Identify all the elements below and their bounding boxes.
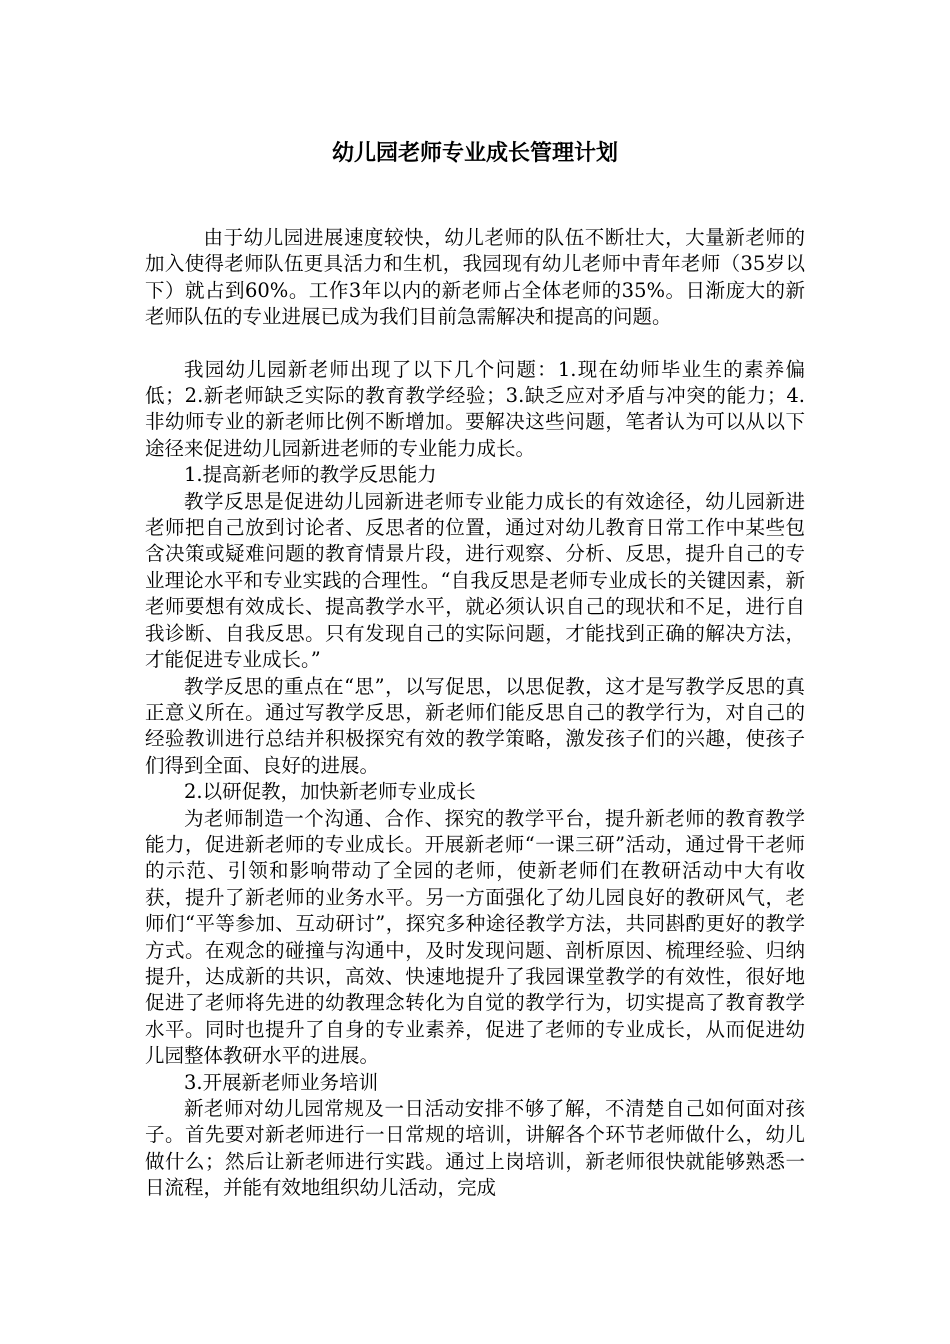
- paragraph-research: 为老师制造一个沟通、合作、探究的教学平台，提升新老师的教育教学能力，促进新老师的专业成长。开展新老师“一课三研”活动，通过骨干老师的示范、引领和影响带动了全园的老师，使新老师们在教研活动中大有收获，提升了新老师的业务水平。另一方面强化了幼儿园良好的教研风气，老师们“平等参加、互动研讨”，探究多种途径教学方法，共同斟酌更好的教学方式。在观念的碰撞与沟通中，及时发现问题、剖析原因、梳理经验、归纳提升，达成新的共识，高效、快速地提升了我园课堂教学的有效性，很好地促进了老师将先进的幼教理念转化为自觉的教学行为，切实提高了教育教学水平。同时也提升了自身的专业素养，促进了老师的专业成长，从而促进幼儿园整体教研水平的进展。: [145, 806, 805, 1068]
- paragraph-reflection-focus: 教学反思的重点在“思”，以写促思，以思促教，这才是写教学反思的真正意义所在。通过写教学反思，新老师们能反思自己的教学行为，对自己的经验教训进行总结并积极探究有效的教学策略，激发孩子们的兴趣，使孩子们得到全面、良好的进展。: [145, 674, 805, 777]
- document-title: 幼儿园老师专业成长管理计划: [331, 140, 618, 166]
- section-heading-3: 3.开展新老师业务培训: [184, 1070, 379, 1094]
- document-body: [145, 225, 805, 1202]
- section-heading-2: 2.以研促教，加快新老师专业成长: [184, 780, 476, 804]
- paragraph-problems: 我园幼儿园新老师出现了以下几个问题：1.现在幼师毕业生的素养偏低；2.新老师缺乏实际的教育教学经验；3.缺乏应对矛盾与冲突的能力；4.非幼师专业的新老师比例不断增加。要解决这些问题，笔者认为可以从以下途径来促进幼儿园新进老师的专业能力成长。: [145, 357, 805, 460]
- paragraph-intro: 由于幼儿园进展速度较快，幼儿老师的队伍不断壮大，大量新老师的加入使得老师队伍更具活力和生机，我园现有幼儿老师中青年老师（35岁以下）就占到60%。工作3年以内的新老师占全体老师的35%。日渐庞大的新老师队伍的专业进展已成为我们目前急需解决和提高的问题。: [145, 226, 805, 329]
- paragraph-reflection: 教学反思是促进幼儿园新进老师专业能力成长的有效途径，幼儿园新进老师把自己放到讨论者、反思者的位置，通过对幼儿教育日常工作中某些包含决策或疑难问题的教育情景片段，进行观察、分析、反思，提升自己的专业理论水平和专业实践的合理性。“自我反思是老师专业成长的关键因素，新老师要想有效成长、提高教学水平，就必须认识自己的现状和不足，进行自我诊断、自我反思。只有发现自己的实际问题，才能找到正确的解决方法，才能促进专业成长。”: [145, 489, 805, 672]
- paragraph-training: 新老师对幼儿园常规及一日活动安排不够了解，不清楚自己如何面对孩子。首先要对新老师进行一日常规的培训，讲解各个环节老师做什么，幼儿做什么；然后让新老师进行实践。通过上岗培训，新老师很快就能够熟悉一日流程，并能有效地组织幼儿活动，完成: [145, 1097, 805, 1200]
- section-heading-1: 1.提高新老师的教学反思能力: [184, 463, 437, 487]
